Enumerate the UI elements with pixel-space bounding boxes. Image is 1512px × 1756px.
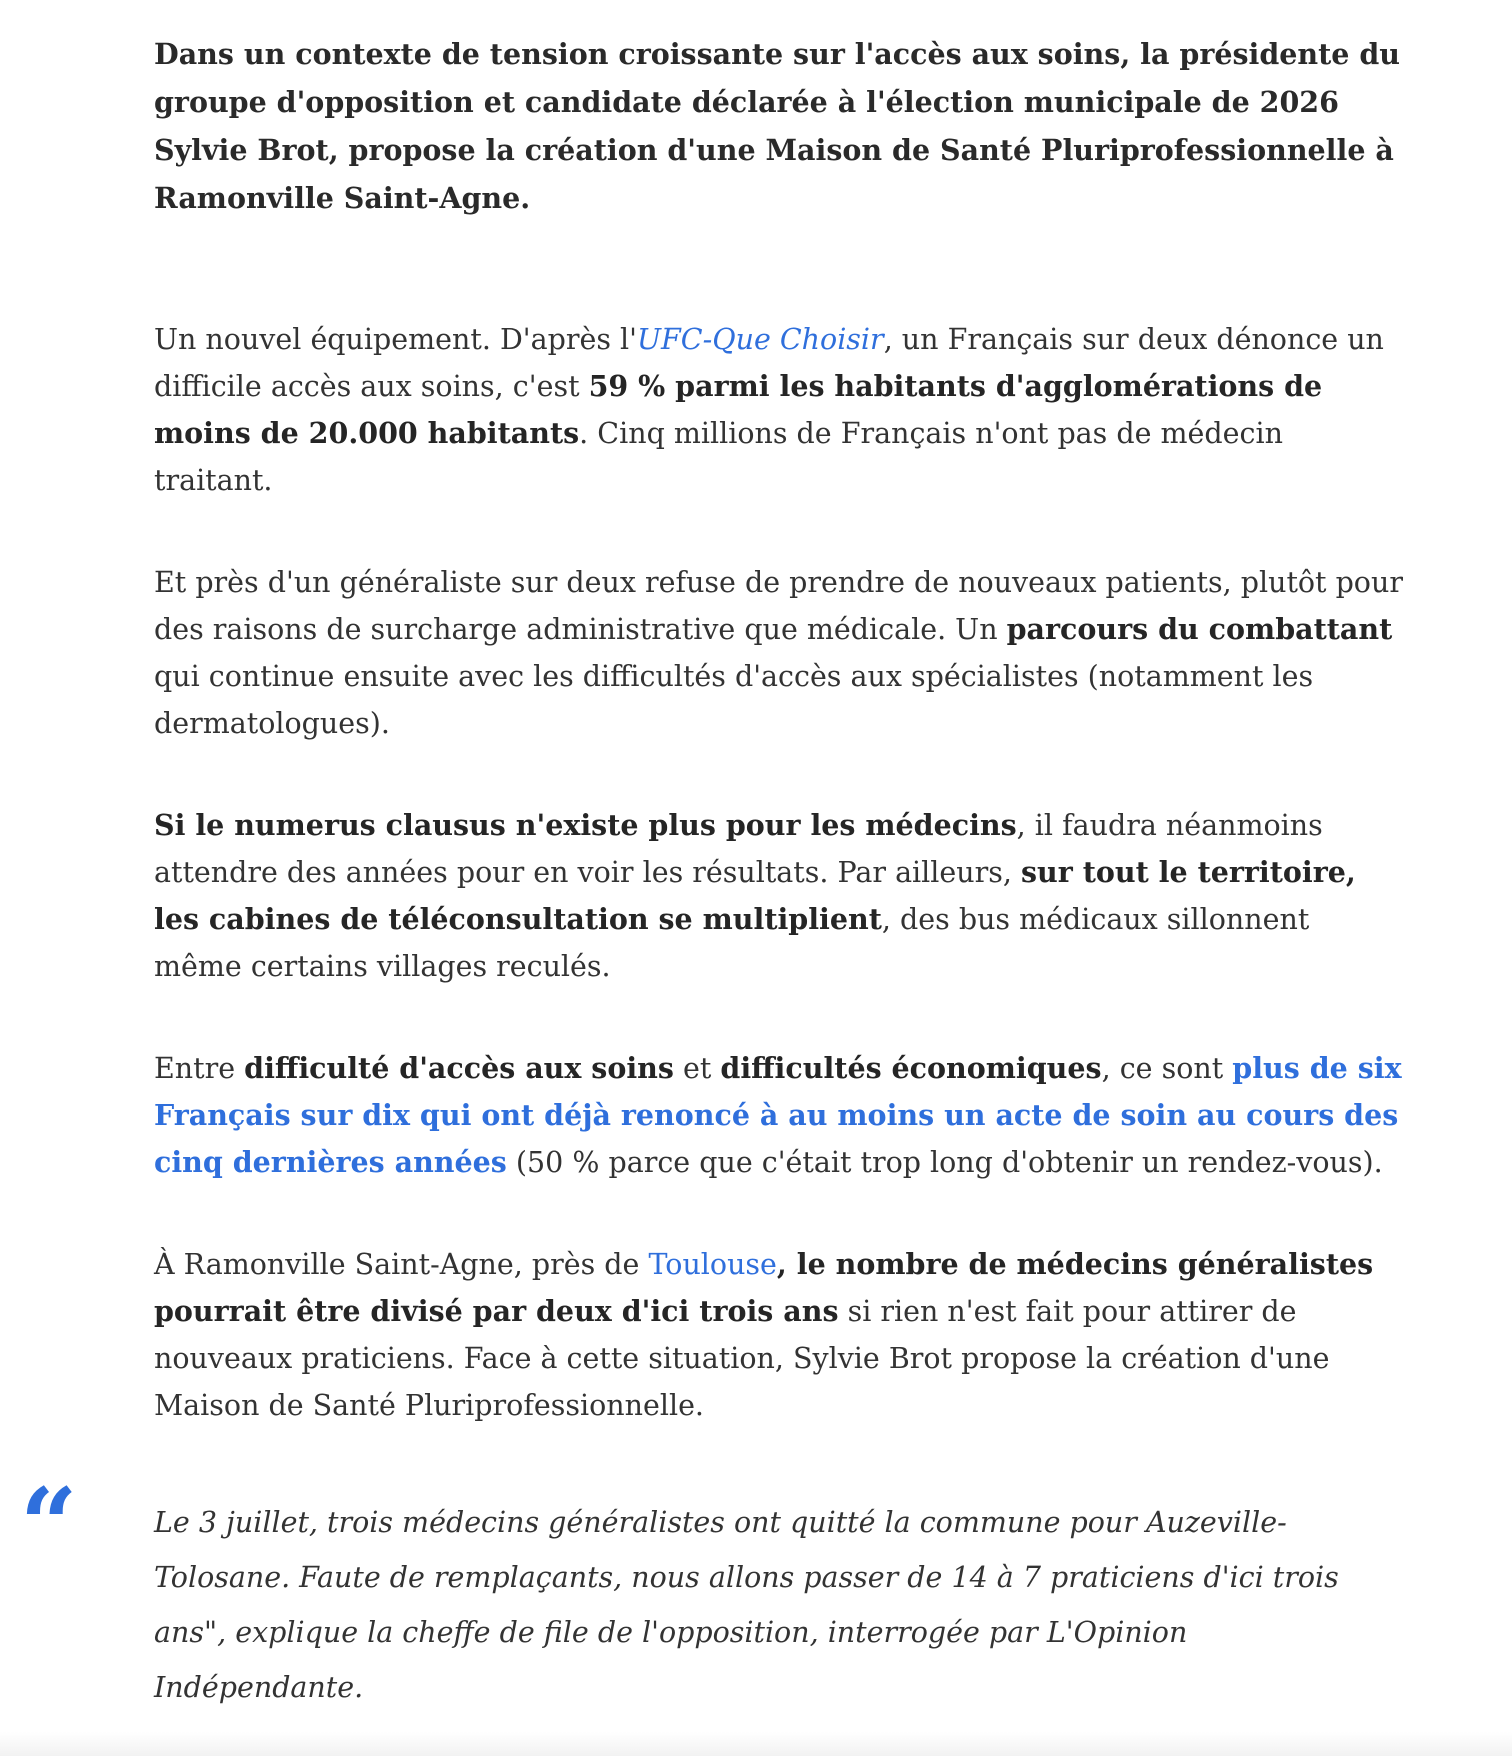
text-run: , des bus médicaux sillonnent même certains villages reculés. <box>154 903 1310 983</box>
text-run: (50 % parce que c'était trop long d'obtenir un rendez-vous). <box>506 1146 1383 1179</box>
paragraph-ufc <box>154 316 1404 504</box>
text-run: Un nouvel équipement. D'après l' <box>154 323 637 356</box>
text-run: . Cinq millions de Français n'ont pas de médecin traitant. <box>154 417 1283 497</box>
toulouse-link[interactable]: Toulouse <box>648 1248 777 1281</box>
bold-run: sur tout le territoire, les cabines de téléconsultation se multiplient <box>154 855 1356 936</box>
paragraph-generalistes <box>154 559 1404 747</box>
text-run: À Ramonville Saint-Agne, près de <box>154 1248 649 1281</box>
article-lead: Dans un contexte de tension croissante sur l'accès aux soins, la présidente du groupe d'opposition et candidate déclarée à l'élection municipale de 2026 Sylvie Brot, propose la création d'une Maison de Santé Pluriprofessionnelle à Ramonville Saint-Agne. <box>154 37 1400 215</box>
text-run: Entre <box>154 1052 245 1085</box>
quote-mark-icon: “ <box>20 1466 78 1584</box>
text-run: , il faudra néanmoins attendre des années pour en voir les résultats. Par ailleurs, <box>154 809 1323 889</box>
text-run: qui continue ensuite avec les difficultés d'accès aux spécialistes (notamment les dermatologues). <box>154 660 1314 740</box>
bold-run: le nombre de médecins généralistes pourrait être divisé par deux d'ici trois ans <box>154 1247 1374 1328</box>
text-run: et <box>673 1052 721 1085</box>
text-run: si rien n'est fait pour attirer de nouveaux praticiens. Face à cette situation, Sylvie Brot propose la création d'une Maison de Santé Pluriprofessionnelle. <box>154 1295 1330 1422</box>
quote-text: Le 3 juillet, trois médecins généralistes ont quitté la commune pour Auzeville-Tolosane. Faute de remplaçants, nous allons passer de 14 à 7 praticiens d'ici trois ans", explique la cheffe de file de l'opposition, interrogée par L'Opinion Indépendante. <box>154 1506 1339 1704</box>
text-run: , un Français sur deux dénonce un difficile accès aux soins, c'est <box>154 323 1384 403</box>
bold-run: 59 % parmi les habitants d'agglomérations de moins de 20.000 habitants <box>154 369 1323 450</box>
bottom-fade <box>0 1732 1512 1756</box>
paragraph-numerus-clausus <box>154 802 1404 990</box>
renoncement-soins-link[interactable]: plus de six Français sur dix qui ont déjà renoncé à au moins un acte de soin au cours des cinq dernières années <box>154 1051 1402 1179</box>
bold-run: Si le numerus clausus n'existe plus pour les médecins <box>154 808 1017 842</box>
ufc-que-choisir-link[interactable]: UFC-Que Choisir <box>637 323 884 356</box>
bold-run: , <box>776 1247 797 1281</box>
bold-run: parcours du combattant <box>1006 612 1393 646</box>
bold-run: difficulté d'accès aux soins <box>244 1051 674 1085</box>
bold-run: difficultés économiques <box>720 1051 1102 1085</box>
paragraph-renoncement <box>154 1045 1404 1186</box>
text-run: Et près d'un généraliste sur deux refuse de prendre de nouveaux patients, plutôt pour des raisons de surcharge administrative que médicale. Un <box>154 566 1403 646</box>
text-run: , ce sont <box>1101 1052 1233 1085</box>
paragraph-ramonville <box>154 1241 1404 1429</box>
article-body <box>154 30 1404 1429</box>
